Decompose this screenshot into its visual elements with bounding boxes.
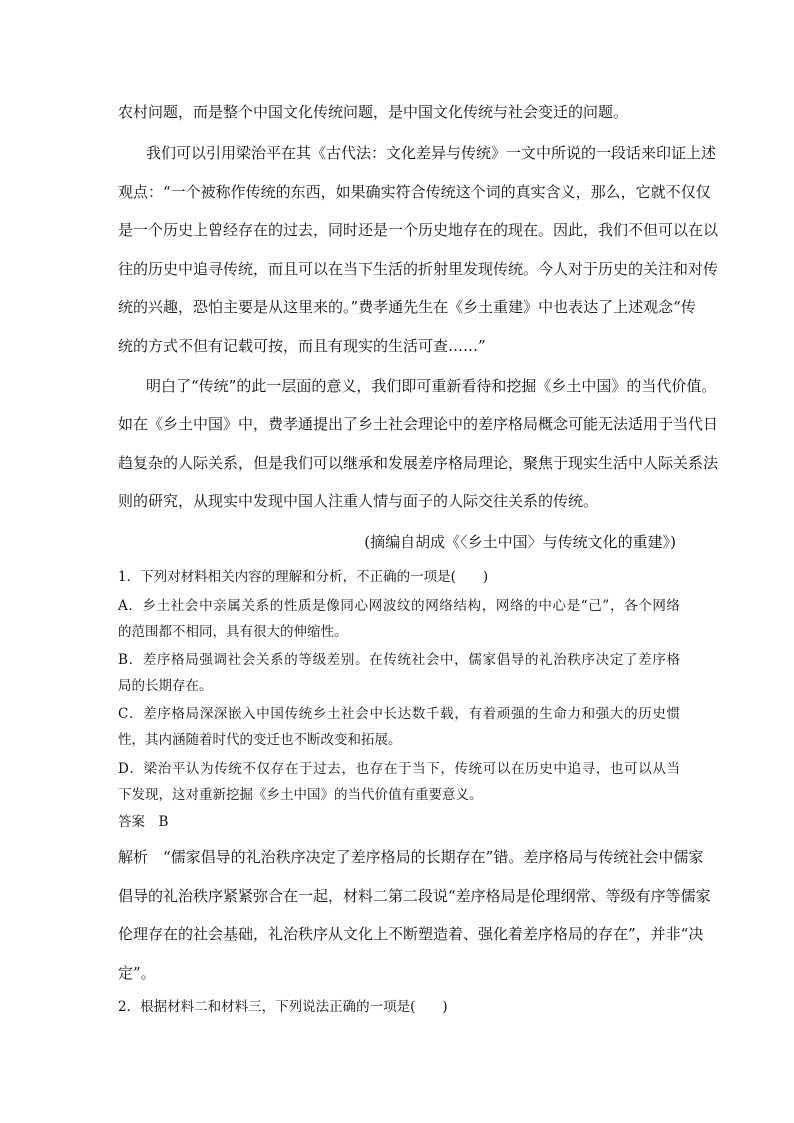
passage-line: 如在《乡土中国》中，费孝通提出了乡土社会理论中的差序格局概念可能无法适用于当代日 [118, 415, 719, 433]
option-a-line: 的范围都不相同，具有很大的伸缩性。 [118, 624, 348, 640]
option-a-line: A．乡土社会中亲属关系的性质是像同心网波纹的网络结构，网络的中心是“己”，各个网络 [118, 598, 680, 614]
passage-line: 我们可以引用梁治平在其《古代法：文化差异与传统》一文中所说的一段话来印证上述 [146, 144, 717, 162]
analysis-line: 倡导的礼治秩序紧紧弥合在一起，材料二第二段说“差序格局是伦理纲常、等级有序等儒家 [118, 887, 711, 905]
passage-line: 是一个历史上曾经存在的过去，同时还是一个历史地存在的现在。因此，我们不但可以在以 [118, 221, 719, 239]
analysis-line: 定”。 [118, 964, 156, 982]
passage-line: 则的研究，从现实中发现中国人注重人情与面子的人际交往关系的传统。 [118, 492, 599, 510]
question-1-stem: 1．下列对材料相关内容的理解和分析，不正确的一项是( ) [118, 569, 489, 585]
option-d-line: 下发现，这对重新挖掘《乡土中国》的当代价值有重要意义。 [118, 787, 483, 803]
passage-source: (摘编自胡成《〈乡土中国〉与传统文化的重建》) [364, 533, 676, 551]
passage-line: 趋复杂的人际关系，但是我们可以继承和发展差序格局理论，聚焦于现实生活中人际关系法 [118, 454, 719, 472]
passage-line: 观点：“一个被称作传统的东西，如果确实符合传统这个词的真实含义，那么，它就不仅仅 [118, 183, 711, 201]
question-2-stem: 2．根据材料二和材料三，下列说法正确的一项是( ) [118, 999, 448, 1015]
passage-line: 明白了“传统”的此一层面的意义，我们即可重新看待和挖掘《乡土中国》的当代价值。 [146, 377, 717, 395]
option-b-line: 局的长期存在。 [118, 678, 213, 694]
passage-line: 农村问题，而是整个中国文化传统问题，是中国文化传统与社会变迁的问题。 [118, 103, 629, 121]
option-c-line: C．差序格局深深嵌入中国传统乡土社会中长达数千载，有着顽强的生命力和强大的历史惯 [118, 706, 681, 722]
option-d-line: D．梁治平认为传统不仅存在于过去，也存在于当下，传统可以在历史中追寻，也可以从当 [118, 761, 680, 777]
passage-line: 统的方式不但有记载可按，而且有现实的生活可查……” [118, 337, 486, 355]
passage-line: 往的历史中追寻传统，而且可以在当下生活的折射里发现传统。今人对于历史的关注和对传 [118, 260, 719, 278]
passage-line: 统的兴趣，恐怕主要是从这里来的。”费孝通先生在《乡土重建》中也表达了上述观念“传 [118, 298, 696, 316]
analysis-line: 解析 “儒家倡导的礼治秩序决定了差序格局的长期存在”错。差序格局与传统社会中儒家 [118, 848, 704, 866]
answer-label: 答案 B [118, 814, 169, 830]
analysis-line: 伦理存在的社会基础，礼治秩序从文化上不断塑造着、强化着差序格局的存在”，并非“决 [118, 925, 704, 943]
option-c-line: 性，其内涵随着时代的变迁也不断改变和拓展。 [118, 732, 402, 748]
option-b-line: B．差序格局强调社会关系的等级差别。在传统社会中，儒家倡导的礼治秩序决定了差序格 [118, 652, 680, 668]
